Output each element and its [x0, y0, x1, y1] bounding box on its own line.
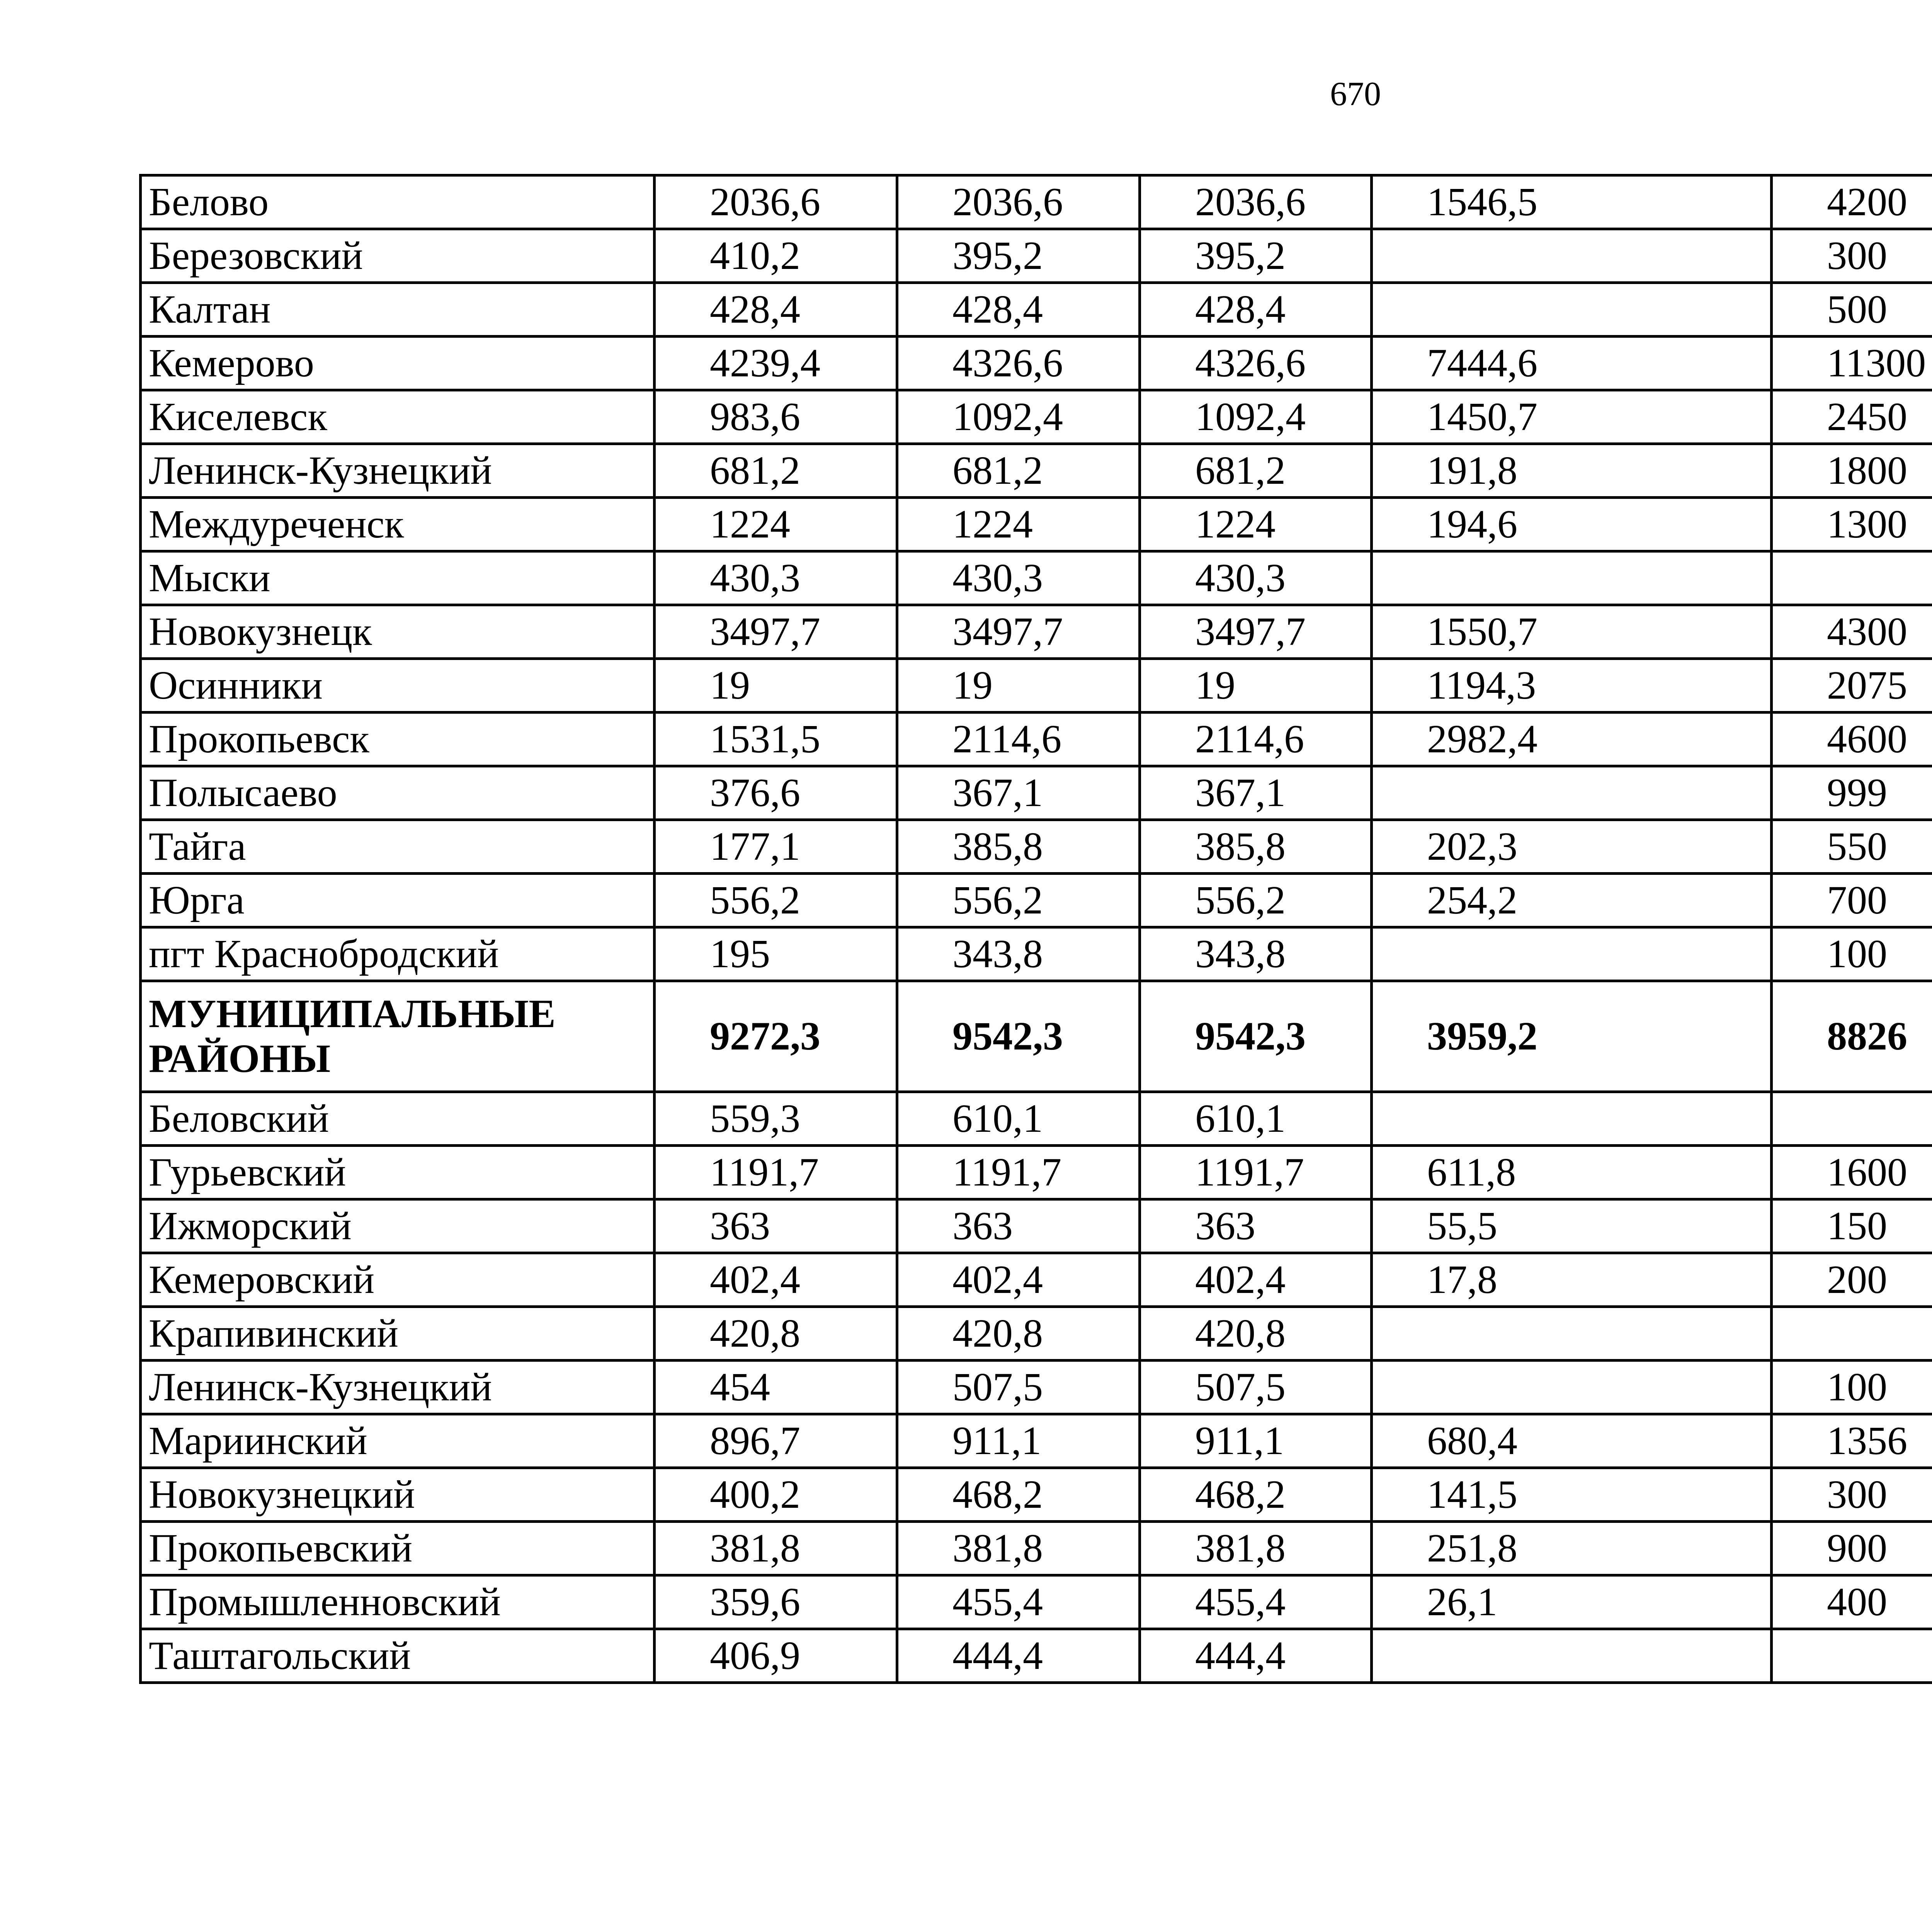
value-cell-5: 1356: [1772, 1414, 1932, 1468]
value-cell-4: 1194,3: [1372, 659, 1772, 713]
value-cell-5: 900: [1772, 1522, 1932, 1575]
value-cell-4: [1372, 1361, 1772, 1414]
value-cell-5: 550: [1772, 820, 1932, 874]
value-cell-4: 3959,2: [1372, 981, 1772, 1092]
row-name-cell: Междуреченск: [141, 498, 655, 551]
value-cell-1: 1531,5: [655, 713, 897, 766]
value-cell-1: 410,2: [655, 229, 897, 283]
value-cell-1: 454: [655, 1361, 897, 1414]
value-cell-1: 359,6: [655, 1575, 897, 1629]
table-row: [141, 1522, 1932, 1575]
value-cell-1: 420,8: [655, 1307, 897, 1361]
value-cell-5: 11300: [1772, 337, 1932, 390]
table-row: [141, 283, 1932, 337]
value-cell-4: 7444,6: [1372, 337, 1772, 390]
page-number: 670: [1330, 75, 1381, 113]
value-cell-1: 9272,3: [655, 981, 897, 1092]
value-cell-5: 8826: [1772, 981, 1932, 1092]
value-cell-2: 1224: [897, 498, 1140, 551]
value-cell-4: [1372, 551, 1772, 605]
value-cell-3: 1092,4: [1140, 390, 1372, 444]
section-total-row: [141, 981, 1932, 1092]
value-cell-1: 1191,7: [655, 1146, 897, 1199]
value-cell-2: 395,2: [897, 229, 1140, 283]
table-row: [141, 175, 1932, 229]
value-cell-5: 1600: [1772, 1146, 1932, 1199]
value-cell-1: 406,9: [655, 1629, 897, 1683]
value-cell-2: 385,8: [897, 820, 1140, 874]
value-cell-3: 610,1: [1140, 1092, 1372, 1146]
row-name-cell: Белово: [141, 175, 655, 229]
table-row: [141, 1575, 1932, 1629]
value-cell-3: 455,4: [1140, 1575, 1372, 1629]
value-cell-5: 200: [1772, 1253, 1932, 1307]
table-row: [141, 337, 1932, 390]
value-cell-4: 26,1: [1372, 1575, 1772, 1629]
value-cell-3: 402,4: [1140, 1253, 1372, 1307]
row-name-cell: Осинники: [141, 659, 655, 713]
value-cell-2: 19: [897, 659, 1140, 713]
value-cell-3: 420,8: [1140, 1307, 1372, 1361]
row-name-cell: Киселевск: [141, 390, 655, 444]
table-row: [141, 766, 1932, 820]
value-cell-3: 9542,3: [1140, 981, 1372, 1092]
row-name-cell: Березовский: [141, 229, 655, 283]
value-cell-4: [1372, 927, 1772, 981]
data-table: [139, 174, 1932, 1684]
value-cell-4: 141,5: [1372, 1468, 1772, 1522]
table-row: [141, 820, 1932, 874]
value-cell-3: 3497,7: [1140, 605, 1372, 659]
value-cell-1: 376,6: [655, 766, 897, 820]
table-row: [141, 874, 1932, 927]
value-cell-5: 1800: [1772, 444, 1932, 498]
value-cell-5: 100: [1772, 927, 1932, 981]
value-cell-2: 681,2: [897, 444, 1140, 498]
value-cell-4: 17,8: [1372, 1253, 1772, 1307]
value-cell-3: 367,1: [1140, 766, 1372, 820]
table-row: [141, 1468, 1932, 1522]
value-cell-2: 9542,3: [897, 981, 1140, 1092]
value-cell-5: 400: [1772, 1575, 1932, 1629]
value-cell-3: 1224: [1140, 498, 1372, 551]
value-cell-1: 400,2: [655, 1468, 897, 1522]
value-cell-2: 455,4: [897, 1575, 1140, 1629]
value-cell-5: 150: [1772, 1199, 1932, 1253]
table-row: [141, 1629, 1932, 1683]
value-cell-4: [1372, 229, 1772, 283]
row-name-cell: Ижморский: [141, 1199, 655, 1253]
value-cell-4: 2982,4: [1372, 713, 1772, 766]
value-cell-3: 428,4: [1140, 283, 1372, 337]
row-name-cell: Мариинский: [141, 1414, 655, 1468]
value-cell-2: 2114,6: [897, 713, 1140, 766]
value-cell-5: [1772, 551, 1932, 605]
value-cell-2: 430,3: [897, 551, 1140, 605]
value-cell-3: 395,2: [1140, 229, 1372, 283]
table-row: [141, 1414, 1932, 1468]
value-cell-4: [1372, 1629, 1772, 1683]
value-cell-4: 191,8: [1372, 444, 1772, 498]
value-cell-2: 2036,6: [897, 175, 1140, 229]
value-cell-3: 4326,6: [1140, 337, 1372, 390]
row-name-cell: Кемерово: [141, 337, 655, 390]
value-cell-1: 556,2: [655, 874, 897, 927]
table-row: [141, 1361, 1932, 1414]
value-cell-3: 343,8: [1140, 927, 1372, 981]
row-name-cell: пгт Краснобродский: [141, 927, 655, 981]
row-name-cell: Таштагольский: [141, 1629, 655, 1683]
value-cell-2: 367,1: [897, 766, 1140, 820]
value-cell-1: 896,7: [655, 1414, 897, 1468]
value-cell-5: 4200: [1772, 175, 1932, 229]
value-cell-2: 911,1: [897, 1414, 1140, 1468]
table-row: [141, 390, 1932, 444]
table-row: [141, 1199, 1932, 1253]
table-body: [141, 175, 1932, 1683]
value-cell-2: 556,2: [897, 874, 1140, 927]
value-cell-2: 343,8: [897, 927, 1140, 981]
value-cell-4: 251,8: [1372, 1522, 1772, 1575]
value-cell-1: 3497,7: [655, 605, 897, 659]
row-name-cell: Ленинск-Кузнецкий: [141, 1361, 655, 1414]
row-name-cell: Прокопьевск: [141, 713, 655, 766]
table-row: [141, 229, 1932, 283]
table-row: [141, 551, 1932, 605]
value-cell-2: 363: [897, 1199, 1140, 1253]
value-cell-4: 1450,7: [1372, 390, 1772, 444]
value-cell-4: [1372, 1307, 1772, 1361]
value-cell-2: 381,8: [897, 1522, 1140, 1575]
value-cell-3: 2036,6: [1140, 175, 1372, 229]
row-name-cell: Калтан: [141, 283, 655, 337]
table-row: [141, 713, 1932, 766]
row-name-cell: Тайга: [141, 820, 655, 874]
value-cell-5: 2075: [1772, 659, 1932, 713]
value-cell-5: 2450: [1772, 390, 1932, 444]
table-row: [141, 927, 1932, 981]
value-cell-1: 177,1: [655, 820, 897, 874]
row-name-cell: МУНИЦИПАЛЬНЫЕ РАЙОНЫ: [141, 981, 655, 1092]
value-cell-3: 2114,6: [1140, 713, 1372, 766]
value-cell-4: 680,4: [1372, 1414, 1772, 1468]
value-cell-2: 610,1: [897, 1092, 1140, 1146]
value-cell-4: [1372, 1092, 1772, 1146]
value-cell-1: 19: [655, 659, 897, 713]
row-name-cell: Новокузнецк: [141, 605, 655, 659]
value-cell-2: 4326,6: [897, 337, 1140, 390]
row-name-cell: Беловский: [141, 1092, 655, 1146]
value-cell-1: 402,4: [655, 1253, 897, 1307]
row-name-cell: Промышленновский: [141, 1575, 655, 1629]
row-name-cell: Кемеровский: [141, 1253, 655, 1307]
value-cell-3: 381,8: [1140, 1522, 1372, 1575]
value-cell-3: 911,1: [1140, 1414, 1372, 1468]
value-cell-3: 556,2: [1140, 874, 1372, 927]
table-row: [141, 1307, 1932, 1361]
value-cell-1: 2036,6: [655, 175, 897, 229]
value-cell-3: 363: [1140, 1199, 1372, 1253]
row-name-cell: Ленинск-Кузнецкий: [141, 444, 655, 498]
table-row: [141, 444, 1932, 498]
value-cell-5: 100: [1772, 1361, 1932, 1414]
table-row: [141, 605, 1932, 659]
value-cell-4: 1546,5: [1372, 175, 1772, 229]
value-cell-3: 430,3: [1140, 551, 1372, 605]
value-cell-1: 430,3: [655, 551, 897, 605]
table-row: [141, 1253, 1932, 1307]
value-cell-3: 385,8: [1140, 820, 1372, 874]
value-cell-3: 507,5: [1140, 1361, 1372, 1414]
value-cell-1: 195: [655, 927, 897, 981]
value-cell-5: 500: [1772, 283, 1932, 337]
value-cell-4: 194,6: [1372, 498, 1772, 551]
value-cell-4: [1372, 283, 1772, 337]
value-cell-2: 468,2: [897, 1468, 1140, 1522]
value-cell-5: [1772, 1307, 1932, 1361]
value-cell-5: 300: [1772, 229, 1932, 283]
value-cell-5: [1772, 1629, 1932, 1683]
value-cell-2: 444,4: [897, 1629, 1140, 1683]
row-name-cell: Прокопьевский: [141, 1522, 655, 1575]
value-cell-1: 983,6: [655, 390, 897, 444]
value-cell-2: 3497,7: [897, 605, 1140, 659]
value-cell-1: 1224: [655, 498, 897, 551]
value-cell-3: 468,2: [1140, 1468, 1372, 1522]
value-cell-1: 4239,4: [655, 337, 897, 390]
table-row: [141, 659, 1932, 713]
value-cell-1: 681,2: [655, 444, 897, 498]
value-cell-2: 1092,4: [897, 390, 1140, 444]
value-cell-2: 402,4: [897, 1253, 1140, 1307]
value-cell-5: 4300: [1772, 605, 1932, 659]
value-cell-1: 428,4: [655, 283, 897, 337]
value-cell-4: 202,3: [1372, 820, 1772, 874]
value-cell-5: 4600: [1772, 713, 1932, 766]
value-cell-4: 55,5: [1372, 1199, 1772, 1253]
value-cell-5: 700: [1772, 874, 1932, 927]
table-row: [141, 1146, 1932, 1199]
value-cell-2: 420,8: [897, 1307, 1140, 1361]
value-cell-5: 300: [1772, 1468, 1932, 1522]
value-cell-3: 1191,7: [1140, 1146, 1372, 1199]
value-cell-4: 611,8: [1372, 1146, 1772, 1199]
value-cell-4: [1372, 766, 1772, 820]
value-cell-4: 254,2: [1372, 874, 1772, 927]
row-name-cell: Гурьевский: [141, 1146, 655, 1199]
table-row: [141, 1092, 1932, 1146]
row-name-cell: Крапивинский: [141, 1307, 655, 1361]
value-cell-2: 1191,7: [897, 1146, 1140, 1199]
value-cell-5: [1772, 1092, 1932, 1146]
value-cell-2: 507,5: [897, 1361, 1140, 1414]
value-cell-5: 999: [1772, 766, 1932, 820]
row-name-cell: Мыски: [141, 551, 655, 605]
value-cell-2: 428,4: [897, 283, 1140, 337]
value-cell-3: 444,4: [1140, 1629, 1372, 1683]
value-cell-4: 1550,7: [1372, 605, 1772, 659]
value-cell-1: 381,8: [655, 1522, 897, 1575]
value-cell-3: 19: [1140, 659, 1372, 713]
table-row: [141, 498, 1932, 551]
row-name-cell: Полысаево: [141, 766, 655, 820]
value-cell-1: 559,3: [655, 1092, 897, 1146]
value-cell-1: 363: [655, 1199, 897, 1253]
value-cell-3: 681,2: [1140, 444, 1372, 498]
row-name-cell: Новокузнецкий: [141, 1468, 655, 1522]
row-name-cell: Юрга: [141, 874, 655, 927]
value-cell-5: 1300: [1772, 498, 1932, 551]
